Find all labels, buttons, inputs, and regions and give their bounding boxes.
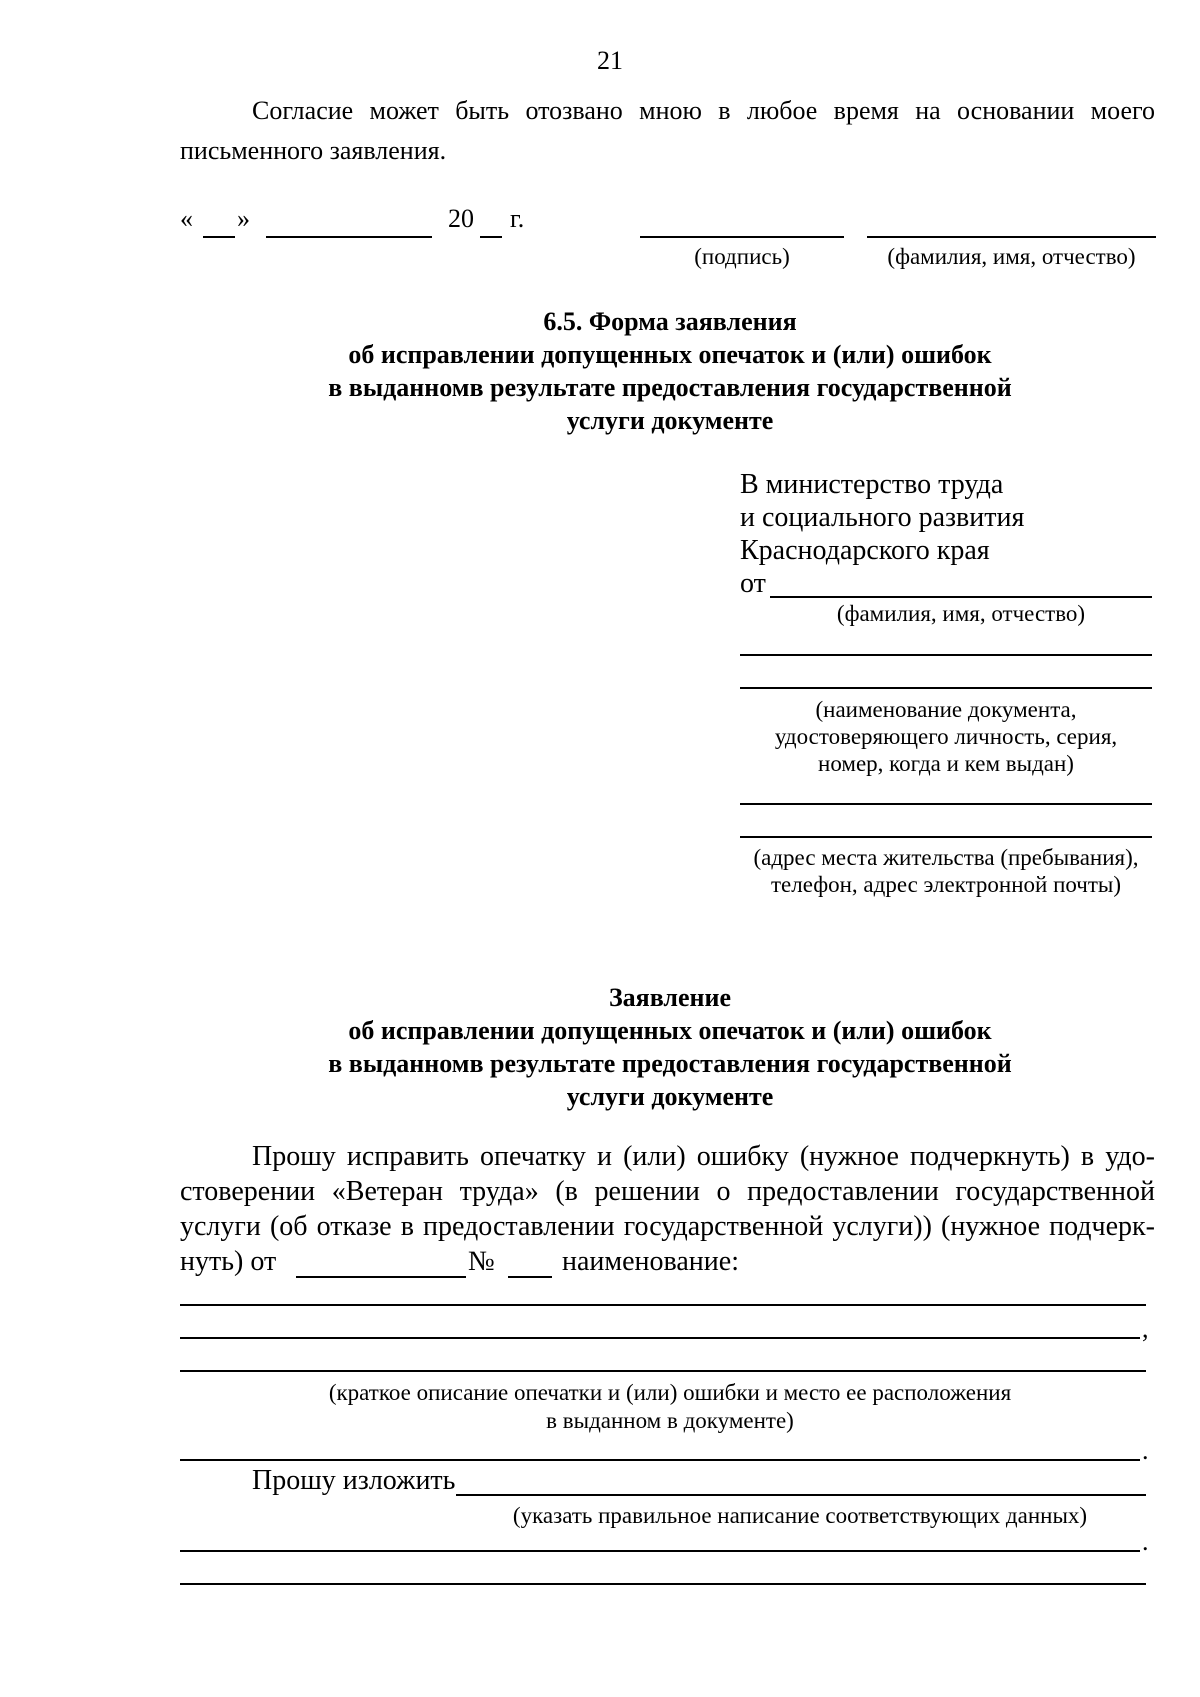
description-line-2[interactable] [180,1337,1140,1339]
description-period: . [1142,1436,1149,1465]
signature-line[interactable] [640,236,844,238]
description-caption-line-2: в выданном в документе) [546,1408,794,1433]
statement-heading-line-4: услуги документе [566,1082,774,1111]
description-caption-line-1: (краткое описание опечатки и (или) ошибки и место ее расположения [328,1380,1012,1405]
description-line-1[interactable] [180,1304,1146,1306]
fio-caption: (фамилия, имя, отчество) [887,244,1136,269]
page-number: 21 [597,46,623,75]
date-suffix: г. [510,204,525,233]
date-year-prefix: 20 [448,204,474,233]
decision-number-blank[interactable] [508,1276,552,1278]
description-line-4[interactable] [180,1459,1140,1461]
identity-doc-line-2[interactable] [740,687,1152,689]
body-line-1: Прошу исправить опечатку и (или) ошибку (нужное подчеркнуть) в удо- [252,1141,1155,1172]
consent-line-2: письменного заявления. [180,136,447,165]
section-heading-line-1: 6.5. Форма заявления [543,307,797,336]
body-line-3: услуги (об отказе в предоставлении государственной услуги)) (нужное подчерк- [180,1211,1155,1242]
section-heading-line-3: в выданномв результате предоставления государственной [328,373,1012,402]
date-year-blank[interactable] [480,236,502,238]
section-heading-line-2: об исправлении допущенных опечаток и (или) ошибок [348,340,992,369]
request-caption: (указать правильное написание соответствующих данных) [512,1503,1088,1528]
date-day-blank[interactable] [203,236,235,238]
addressee-line-2: и социального развития [740,502,1025,533]
identity-doc-caption-line-3: номер, когда и кем выдан) [818,751,1074,776]
applicant-fio-caption: (фамилия, имя, отчество) [836,601,1086,626]
decision-date-blank[interactable] [296,1276,466,1278]
date-month-blank[interactable] [266,236,432,238]
body-line-4-prefix: нуть) от [180,1246,277,1277]
applicant-fio-line[interactable] [770,596,1152,598]
identity-doc-line-1[interactable] [740,654,1152,656]
request-period: . [1142,1527,1149,1556]
address-caption-line-1: (адрес места жительства (пребывания), [753,845,1139,870]
statement-heading-line-2: об исправлении допущенных опечаток и (или) ошибок [348,1016,992,1045]
description-line-3[interactable] [180,1370,1146,1372]
request-line[interactable] [456,1494,1146,1496]
description-comma: , [1142,1314,1149,1343]
request-line-2[interactable] [180,1550,1140,1552]
request-label: Прошу изложить [252,1465,456,1496]
address-caption-line-2: телефон, адрес электронной почты) [770,872,1122,897]
from-label: от [740,568,766,599]
identity-doc-caption-line-2: удостоверяющего личность, серия, [774,724,1118,749]
date-open-quote: « [180,204,193,233]
date-close-quote: » [237,204,250,233]
addressee-line-1: В министерство труда [740,469,1004,500]
statement-heading-line-1: Заявление [608,983,732,1012]
body-line-4-suffix: наименование: [562,1246,739,1277]
addressee-line-3: Краснодарского края [740,535,990,566]
identity-doc-caption-line-1: (наименование документа, [815,697,1077,722]
statement-heading-line-3: в выданномв результате предоставления государственной [328,1049,1012,1078]
request-line-3[interactable] [180,1583,1146,1585]
number-sign: № [468,1246,495,1277]
fio-line[interactable] [867,236,1156,238]
consent-line-1: Согласие может быть отозвано мною в любое время на основании моего [252,96,1155,125]
body-line-2: стоверении «Ветеран труда» (в решении о предоставлении государственной [180,1176,1155,1207]
address-line-2[interactable] [740,836,1152,838]
signature-caption: (подпись) [694,244,790,269]
address-line-1[interactable] [740,803,1152,805]
section-heading-line-4: услуги документе [566,406,774,435]
